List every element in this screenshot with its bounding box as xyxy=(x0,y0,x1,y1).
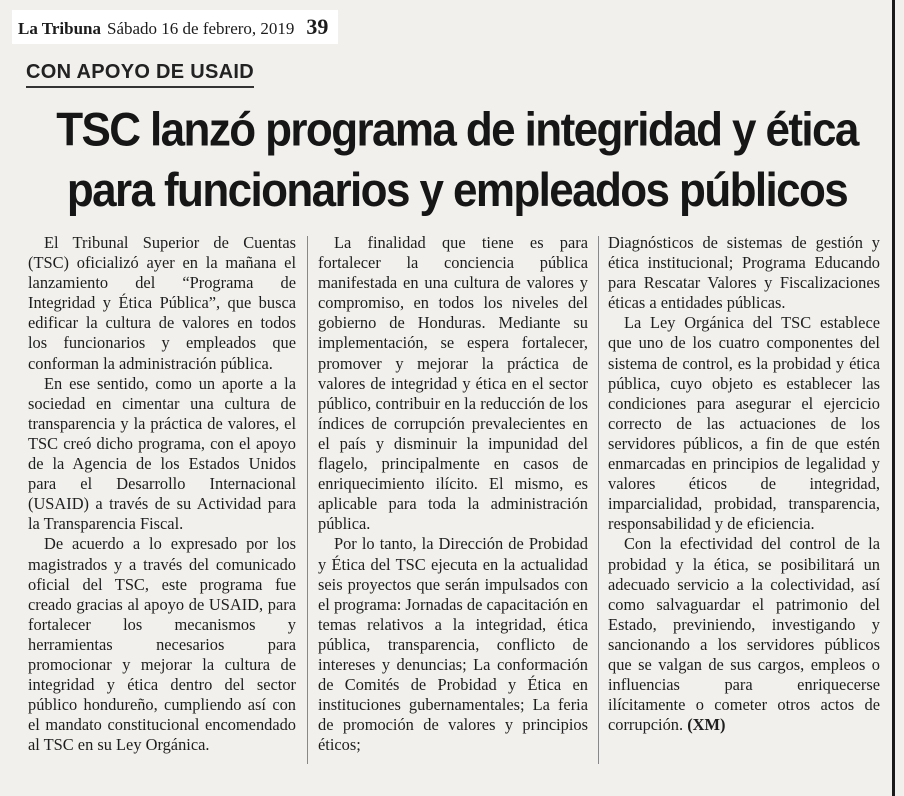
column-divider xyxy=(307,236,308,764)
article-column-3 xyxy=(608,233,880,735)
headline xyxy=(26,100,888,221)
column-divider xyxy=(598,236,599,764)
publication-name: La Tribuna xyxy=(18,19,101,38)
page-number: 39 xyxy=(306,14,329,39)
paragraph: De acuerdo a lo expresado por los magistrados y a través del comunicado oficial del TSC, este programa fue creado gracias al apoyo de USAID, para fortalecer los mecanismos y herramientas necesarios para promocionar y mejorar la cultura de integridad y ética dentro del sector público hondureño, cumpliendo así con el mandato constitucional encomendado al TSC en su Ley Orgánica. xyxy=(28,534,296,755)
kicker: CON APOYO DE USAID xyxy=(26,60,254,88)
headline-line-1: TSC lanzó programa de integridad y ética xyxy=(56,103,858,157)
paragraph: Diagnósticos de sistemas de gestión y ética institucional; Programa Educando para Rescatar Valores y Fiscalizaciones éticas a entidades públicas. xyxy=(608,233,880,313)
article-column-1 xyxy=(28,233,296,755)
paragraph: Por lo tanto, la Dirección de Probidad y Ética del TSC ejecuta en la actualidad seis proyectos que serán impulsados con el programa: Jornadas de capacitación en temas relativos a la integridad, ética pública, transparencia, conflicto de intereses y denuncias; La conformación de Comités de Probidad y Ética en instituciones gubernamentales; La feria de promoción de valores y principios éticos; xyxy=(318,534,588,755)
paragraph: La finalidad que tiene es para fortalecer la conciencia pública manifestada en una cultura de valores y compromiso, en todos los niveles del gobierno de Honduras. Mediante su implementación, se espera fortalecer, promover y mejorar la práctica de valores de integridad y ética en el sector público, contribuir en la reducción de los índices de corrupción prevalecientes en el país y disminuir la impunidad del flagelo, principalmente en casos de enriquecimiento ilícito. El mismo, es aplicable para toda la administración pública. xyxy=(318,233,588,534)
paragraph-text: Con la efectividad del control de la probidad y la ética, se posibilitará un adecuado servicio a la colectividad, así como salvaguardar el patrimonio del Estado, previniendo, investigando y sancionando a los servidores públicos que se valgan de sus cargos, empleos o influencias para enriquecerse ilícitamente o cometer otros actos de corrupción. xyxy=(608,534,880,735)
author-signature: (XM) xyxy=(687,715,726,735)
publication-date: Sábado 16 de febrero, 2019 xyxy=(107,19,295,38)
masthead xyxy=(12,10,338,44)
paragraph: La Ley Orgánica del TSC establece que uno de los cuatro componentes del sistema de control, es la probidad y ética pública, cuyo objeto es establecer las condiciones para asegurar el ejercicio correcto de las actuaciones de los servidores públicos, a fin de que estén enmarcadas en principios de legalidad y valores éticos de integridad, imparcialidad, probidad, transparencia, responsabilidad y de eficiencia. xyxy=(608,313,880,534)
paragraph: El Tribunal Superior de Cuentas (TSC) oficializó ayer en la mañana el lanzamiento del “Programa de Integridad y Ética Pública”, que busca edificar la cultura de valores en todos los funcionarios y empleados que conforman la administración pública. xyxy=(28,233,296,373)
article-column-2 xyxy=(318,233,588,755)
page-edge-rule xyxy=(892,0,895,796)
paragraph xyxy=(608,534,880,735)
paragraph: En ese sentido, como un aporte a la sociedad en cimentar una cultura de transparencia y la práctica de valores, el TSC creó dicho programa, con el apoyo de la Agencia de los Estados Unidos para el Desarrollo Internacional (USAID) a través de su Actividad para la Transparencia Fiscal. xyxy=(28,373,296,534)
headline-line-2: para funcionarios y empleados públicos xyxy=(66,163,848,217)
